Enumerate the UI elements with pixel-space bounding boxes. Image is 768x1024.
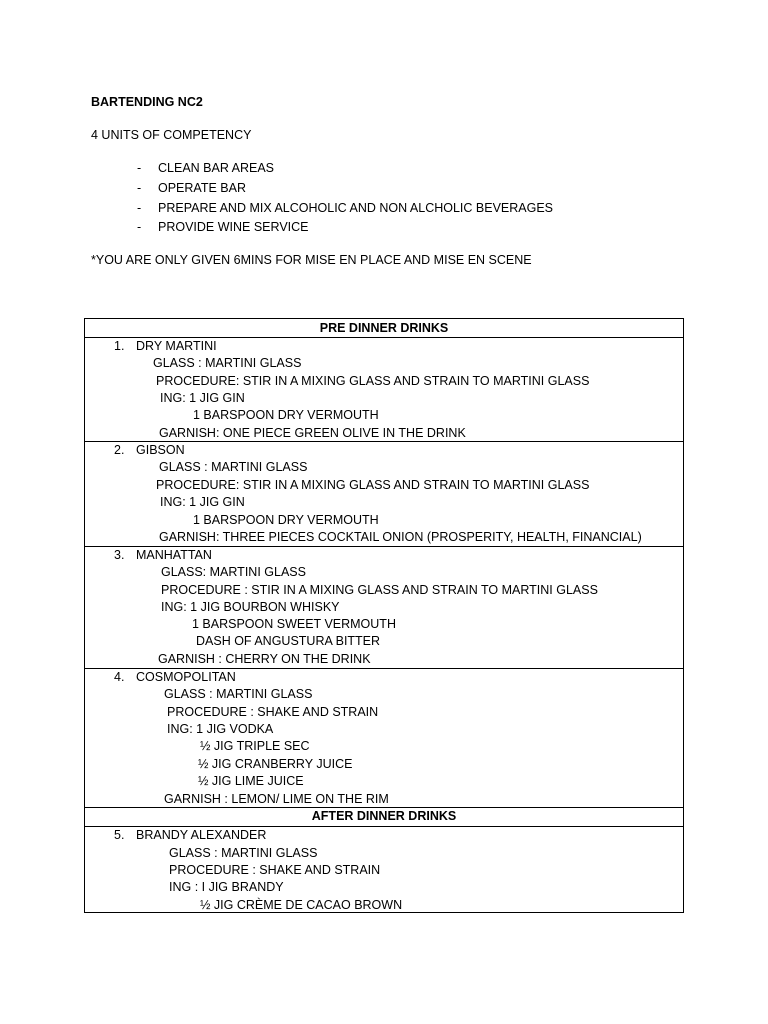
drink-number: 5. [114,828,125,842]
drink-ingredient: ING: 1 JIG VODKA [167,722,274,736]
drink-procedure: PROCEDURE: STIR IN A MIXING GLASS AND STRAIN TO MARTINI GLASS [156,374,590,388]
drink-ingredient: ½ JIG LIME JUICE [198,774,304,788]
unit-label: OPERATE BAR [158,181,246,195]
drink-name: BRANDY ALEXANDER [136,828,267,842]
drink-name: DRY MARTINI [136,339,217,353]
pre-dinner-header: PRE DINNER DRINKS [319,321,449,335]
drink-ingredient: ½ JIG TRIPLE SEC [200,739,310,753]
drink-procedure: PROCEDURE : SHAKE AND STRAIN [167,705,379,719]
drink-ingredient: ½ JIG CRÈME DE CACAO BROWN [200,898,403,912]
drink-ingredient: ING: 1 JIG BOURBON WHISKY [161,600,340,614]
bullet-dash: - [137,181,142,195]
drink-name: GIBSON [136,443,185,457]
drink-ingredient: ING : I JIG BRANDY [169,880,284,894]
unit-label: PREPARE AND MIX ALCOHOLIC AND NON ALCHOLIC BEVERAGES [158,201,554,215]
recipe-table [84,318,684,913]
drink-ingredient: 1 BARSPOON DRY VERMOUTH [193,513,379,527]
time-note: *YOU ARE ONLY GIVEN 6MINS FOR MISE EN PLACE AND MISE EN SCENE [91,253,532,267]
drink-procedure: PROCEDURE : SHAKE AND STRAIN [169,863,381,877]
bullet-dash: - [137,220,142,234]
bullet-dash: - [137,201,142,215]
drink-glass: GLASS : MARTINI GLASS [164,687,313,701]
drink-glass: GLASS : MARTINI GLASS [169,846,318,860]
drink-name: MANHATTAN [136,548,212,562]
document-title: BARTENDING NC2 [91,95,203,109]
drink-procedure: PROCEDURE : STIR IN A MIXING GLASS AND STRAIN TO MARTINI GLASS [161,583,598,597]
drink-name: COSMOPOLITAN [136,670,236,684]
drink-number: 2. [114,443,125,457]
document-subtitle: 4 UNITS OF COMPETENCY [91,128,252,142]
drink-garnish: GARNISH: ONE PIECE GREEN OLIVE IN THE DRINK [159,426,466,440]
drink-ingredient: 1 BARSPOON DRY VERMOUTH [193,408,379,422]
drink-number: 1. [114,339,125,353]
drink-ingredient: DASH OF ANGUSTURA BITTER [196,634,381,648]
drink-procedure: PROCEDURE: STIR IN A MIXING GLASS AND STRAIN TO MARTINI GLASS [156,478,590,492]
drink-garnish: GARNISH : CHERRY ON THE DRINK [158,652,371,666]
drink-ingredient: ING: 1 JIG GIN [160,495,245,509]
bullet-dash: - [137,161,142,175]
drink-ingredient: 1 BARSPOON SWEET VERMOUTH [192,617,396,631]
drink-number: 3. [114,548,125,562]
drink-ingredient: ½ JIG CRANBERRY JUICE [198,757,353,771]
unit-label: CLEAN BAR AREAS [158,161,275,175]
drink-garnish: GARNISH : LEMON/ LIME ON THE RIM [164,792,389,806]
drink-glass: GLASS: MARTINI GLASS [161,565,306,579]
unit-label: PROVIDE WINE SERVICE [158,220,309,234]
after-dinner-header: AFTER DINNER DRINKS [311,809,457,823]
drink-glass: GLASS : MARTINI GLASS [159,460,308,474]
drink-garnish: GARNISH: THREE PIECES COCKTAIL ONION (PROSPERITY, HEALTH, FINANCIAL) [159,530,642,544]
drink-glass: GLASS : MARTINI GLASS [153,356,302,370]
drink-number: 4. [114,670,125,684]
drink-ingredient: ING: 1 JIG GIN [160,391,245,405]
